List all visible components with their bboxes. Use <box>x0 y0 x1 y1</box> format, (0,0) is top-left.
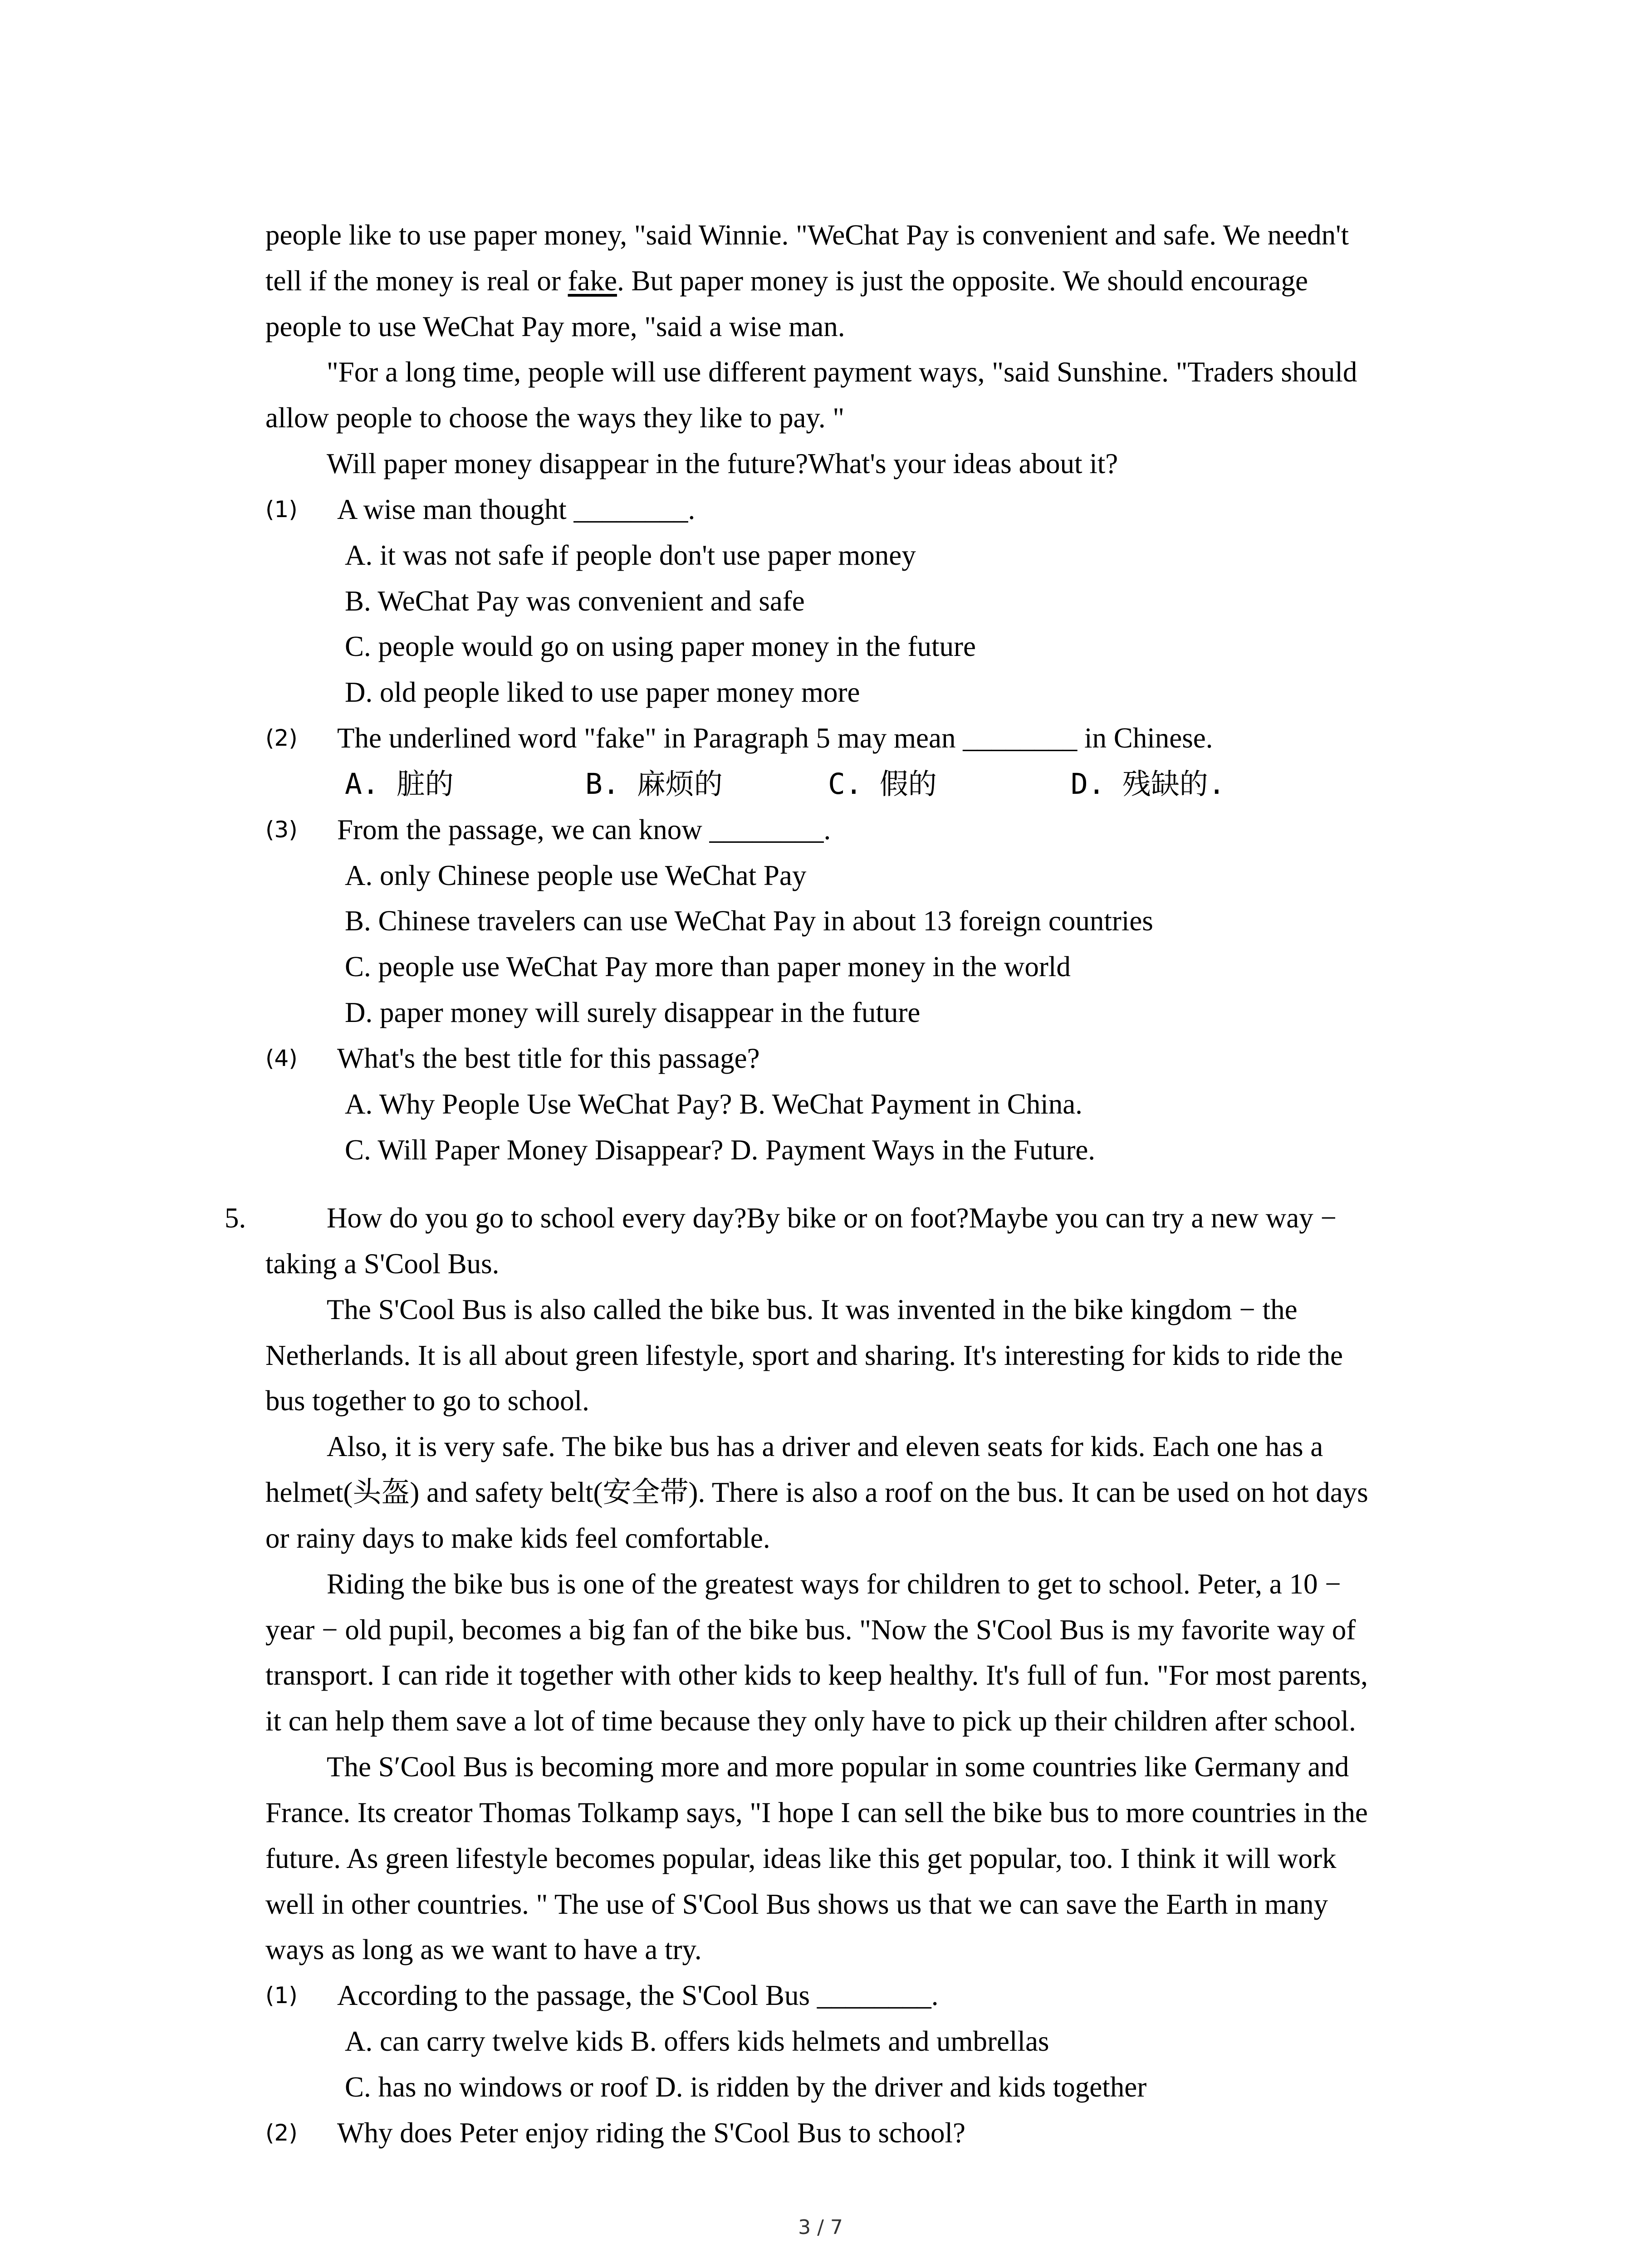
question-stem: What's the best title for this passage? <box>337 1042 760 1074</box>
passage5-line-5: bus together to go to school. <box>265 1385 589 1417</box>
q4-4-options-cd: C. Will Paper Money Disappear? D. Payment Ways in the Future. <box>345 1134 1096 1166</box>
question-number: (2) <box>265 725 298 751</box>
passage4-line-3: people to use WeChat Pay more, "said a wise man. <box>265 311 845 342</box>
question-number: (1) <box>265 496 298 523</box>
q4-3-option-b: B. Chinese travelers can use WeChat Pay in about 13 foreign countries <box>345 905 1153 937</box>
passage4-line-2 <box>265 258 1468 304</box>
passage4-line-2-pre: tell if the money is real or <box>265 265 568 297</box>
passage4-line-2-rest: But paper money is just the opposite. We should encourage <box>631 265 1308 297</box>
passage4-line-2-post: . <box>617 265 632 297</box>
passage5-line-6: Also, it is very safe. The bike bus has a driver and eleven seats for kids. Each one has a <box>327 1431 1323 1462</box>
q4-1-option-d: D. old people liked to use paper money more <box>345 676 860 708</box>
passage4-line-1: people like to use paper money, "said Winnie. "WeChat Pay is convenient and safe. We needn't <box>265 219 1349 251</box>
question-number: (2) <box>265 2120 298 2146</box>
passage5-line-7: helmet(头盔) and safety belt(安全带). There is also a roof on the bus. It can be used on hot days <box>265 1476 1368 1508</box>
question-stem: The underlined word "fake" in Paragraph 5 may mean ________ in Chinese. <box>337 722 1213 754</box>
passage5-line-4: Netherlands. It is all about green lifestyle, sport and sharing. It's interesting for kids to ride the <box>265 1339 1343 1371</box>
passage5-line-11: transport. I can ride it together with other kids to keep healthy. It's full of fun. "For most parents, <box>265 1659 1368 1691</box>
question-number: (4) <box>265 1045 298 1071</box>
q4-3-option-a: A. only Chinese people use WeChat Pay <box>345 860 807 891</box>
q4-2-option-a: A. 脏的 <box>345 767 454 801</box>
passage5-line-8: or rainy days to make kids feel comfortable. <box>265 1522 770 1554</box>
passage5-line-10: year − old pupil, becomes a big fan of the bike bus. "Now the S'Cool Bus is my favorite way of <box>265 1614 1356 1646</box>
passage5-line-9: Riding the bike bus is one of the greatest ways for children to get to school. Peter, a 10 − <box>327 1568 1341 1600</box>
passage4-line-5: allow people to choose the ways they like to pay. " <box>265 402 845 434</box>
q4-3-option-d: D. paper money will surely disappear in the future <box>345 997 921 1028</box>
q4-2-option-b: B. 麻烦的 <box>585 767 723 801</box>
underlined-word-fake: fake <box>568 265 617 297</box>
question-number-5: 5. <box>225 1202 246 1234</box>
q5-1-options-cd: C. has no windows or roof D. is ridden by the driver and kids together <box>345 2071 1147 2103</box>
question-number: (1) <box>265 1982 298 2009</box>
question-stem: According to the passage, the S'Cool Bus ________. <box>337 1980 939 2011</box>
passage5-line-17: ways as long as we want to have a try. <box>265 1934 702 1965</box>
passage5-line-14: France. Its creator Thomas Tolkamp says, "I hope I can sell the bike bus to more countries in the <box>265 1797 1368 1828</box>
q4-2-option-d: D. 残缺的. <box>1071 767 1225 801</box>
page-number: 3 / 7 <box>798 2216 843 2239</box>
q5-1-options-ab: A. can carry twelve kids B. offers kids helmets and umbrellas <box>345 2025 1049 2057</box>
question-stem: From the passage, we can know ________. <box>337 814 831 846</box>
passage5-line-15: future. As green lifestyle becomes popular, ideas like this get popular, too. I think it will work <box>265 1843 1337 1874</box>
passage5-line-2: taking a S'Cool Bus. <box>265 1248 500 1280</box>
passage4-line-6: Will paper money disappear in the future?What's your ideas about it? <box>327 448 1118 479</box>
q4-3-option-c: C. people use WeChat Pay more than paper money in the world <box>345 951 1071 982</box>
q4-1-option-a: A. it was not safe if people don't use paper money <box>345 539 916 571</box>
passage4-line-4: "For a long time, people will use different payment ways, "said Sunshine. "Traders should <box>327 356 1357 388</box>
passage5-line-16: well in other countries. " The use of S'Cool Bus shows us that we can save the Earth in many <box>265 1888 1328 1920</box>
q4-2-options <box>345 761 1252 807</box>
passage5-line-1: How do you go to school every day?By bike or on foot?Maybe you can try a new way − <box>327 1202 1337 1234</box>
q4-4-options-ab: A. Why People Use WeChat Pay? B. WeChat Payment in China. <box>345 1088 1083 1120</box>
q4-1-option-c: C. people would go on using paper money in the future <box>345 631 976 662</box>
question-stem: A wise man thought ________. <box>337 494 696 525</box>
passage5-line-3: The S'Cool Bus is also called the bike bus. It was invented in the bike kingdom − the <box>327 1294 1298 1325</box>
passage5-line-13: The S′Cool Bus is becoming more and more popular in some countries like Germany and <box>327 1751 1349 1783</box>
question-stem: Why does Peter enjoy riding the S'Cool Bus to school? <box>337 2117 965 2149</box>
question-number: (3) <box>265 816 298 843</box>
passage5-line-12: it can help them save a lot of time because they only have to pick up their children after school. <box>265 1705 1356 1737</box>
q4-1-option-b: B. WeChat Pay was convenient and safe <box>345 585 805 617</box>
q4-2-option-c: C. 假的 <box>828 767 937 801</box>
